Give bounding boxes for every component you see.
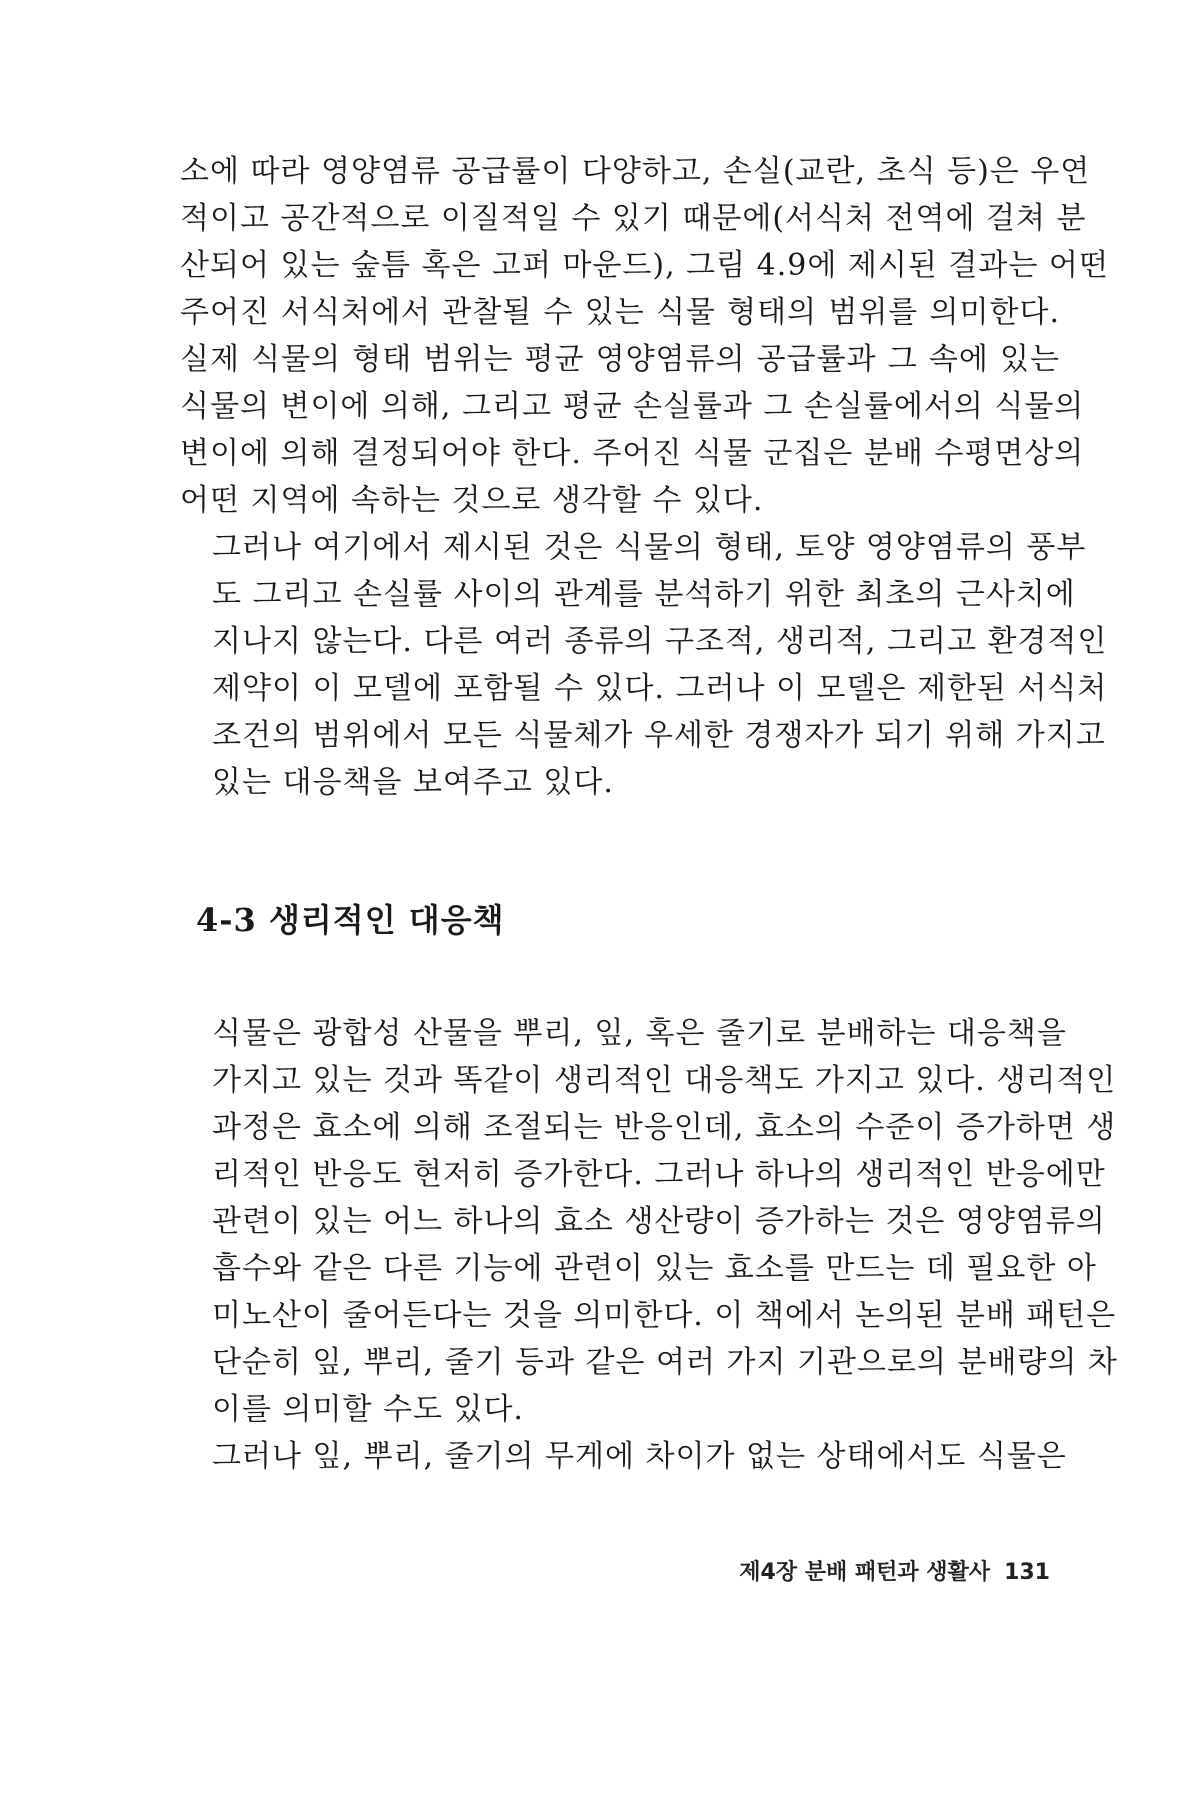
text-line: 흡수와 같은 다른 기능에 관련이 있는 효소를 만드는 데 필요한 아 <box>212 1251 1097 1286</box>
text-line: 가지고 있는 것과 똑같이 생리적인 대응책도 가지고 있다. 생리적인 <box>212 1063 1117 1098</box>
page-number: 131 <box>1004 1560 1050 1585</box>
text-line: 그러나 여기에서 제시된 것은 식물의 형태, 토양 영양염류의 풍부 <box>212 530 1087 565</box>
text-line: 주어진 서식처에서 관찰될 수 있는 식물 형태의 범위를 의미한다. <box>180 295 1060 330</box>
text-line: 단순히 잎, 뿌리, 줄기 등과 같은 여러 가지 기관으로의 분배량의 차 <box>212 1345 1118 1380</box>
text-line: 식물은 광합성 산물을 뿌리, 잎, 혹은 줄기로 분배하는 대응책을 <box>212 1016 1067 1051</box>
text-line: 지나지 않는다. 다른 여러 종류의 구조적, 생리적, 그리고 환경적인 <box>212 624 1108 659</box>
paragraph-second <box>180 524 1108 806</box>
text-line: 소에 따라 영양염류 공급률이 다양하고, 손실(교란, 초식 등)은 우연 <box>180 154 1091 189</box>
text-line: 어떤 지역에 속하는 것으로 생각할 수 있다. <box>180 483 764 518</box>
upper-text-block <box>180 148 1109 806</box>
text-line: 있는 대응책을 보여주고 있다. <box>212 765 614 800</box>
text-line: 적이고 공간적으로 이질적일 수 있기 때문에(서식처 전역에 걸쳐 분 <box>180 201 1087 236</box>
text-line: 이를 의미할 수도 있다. <box>212 1392 524 1427</box>
section-heading: 4-3 생리적인 대응책 <box>196 901 505 939</box>
paragraph-continued <box>180 148 1109 524</box>
text-line: 그러나 잎, 뿌리, 줄기의 무게에 차이가 없는 상태에서도 식물은 <box>212 1439 1067 1474</box>
text-line: 산되어 있는 숲틈 혹은 고퍼 마운드), 그림 4.9에 제시된 결과는 어떤 <box>180 248 1109 283</box>
text-line: 도 그리고 손실률 사이의 관계를 분석하기 위한 최초의 근사치에 <box>212 577 1076 612</box>
lower-text-block <box>180 1010 1118 1480</box>
paragraph-third <box>180 1010 1118 1433</box>
text-line: 변이에 의해 결정되어야 한다. 주어진 식물 군집은 분배 수평면상의 <box>180 436 1085 471</box>
paragraph-fourth <box>180 1433 1067 1480</box>
text-line: 식물의 변이에 의해, 그리고 평균 손실률과 그 손실률에서의 식물의 <box>180 389 1085 424</box>
text-line: 과정은 효소에 의해 조절되는 반응인데, 효소의 수준이 증가하면 생 <box>212 1110 1117 1145</box>
chapter-title: 제4장 분배 패턴과 생활사 <box>739 1560 991 1585</box>
text-line: 조건의 범위에서 모든 식물체가 우세한 경쟁자가 되기 위해 가지고 <box>212 718 1106 753</box>
text-line: 미노산이 줄어든다는 것을 의미한다. 이 책에서 논의된 분배 패턴은 <box>212 1298 1117 1333</box>
text-line: 리적인 반응도 현저히 증가한다. 그러나 하나의 생리적인 반응에만 <box>212 1157 1106 1192</box>
text-line: 실제 식물의 형태 범위는 평균 영양염류의 공급률과 그 속에 있는 <box>180 342 1060 377</box>
text-line: 제약이 이 모델에 포함될 수 있다. 그러나 이 모델은 제한된 서식처 <box>212 671 1108 706</box>
text-line: 관련이 있는 어느 하나의 효소 생산량이 증가하는 것은 영양염류의 <box>212 1204 1106 1239</box>
page-footer <box>739 1555 1050 1586</box>
